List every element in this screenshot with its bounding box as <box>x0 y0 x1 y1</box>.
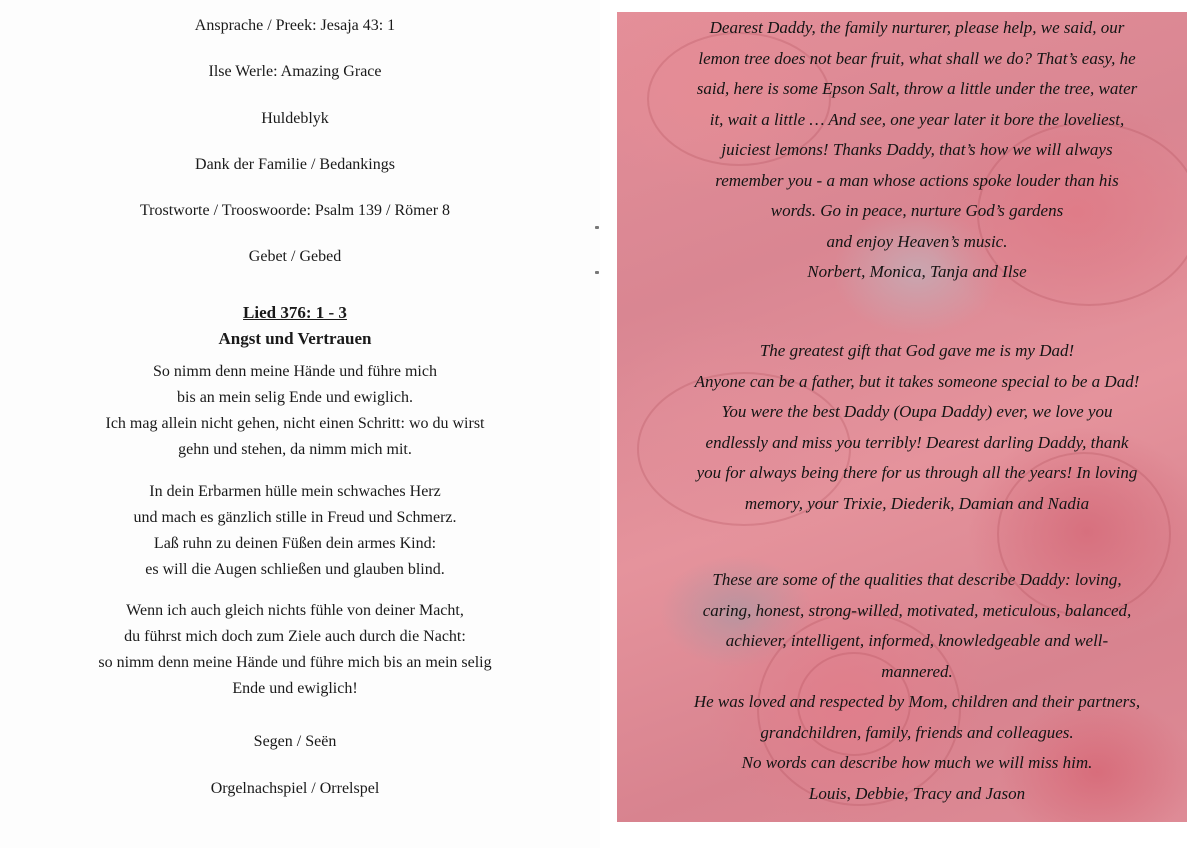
tribute-line: The greatest gift that God gave me is my Dad! <box>759 341 1075 360</box>
tribute-line: said, here is some Epson Salt, throw a little under the tree, water <box>696 79 1138 98</box>
stanza-line: In dein Erbarmen hülle mein schwaches Herz <box>149 483 441 500</box>
order-item: Gebet / Gebed <box>248 248 342 265</box>
hymn-title: Angst und Vertrauen <box>218 329 372 348</box>
hymn-stanza-1 <box>30 359 560 463</box>
tribute-line: grandchildren, family, friends and colleagues. <box>760 722 1074 742</box>
rose-background-image <box>617 12 1187 822</box>
tribute-signature: Norbert, Monica, Tanja and Ilse <box>807 262 1027 281</box>
tribute-line: remember you - a man whose actions spoke louder than his <box>715 170 1119 190</box>
stanza-line: und mach es gänzlich stille in Freud und Schmerz. <box>133 509 457 526</box>
stanza-line: bis an mein selig Ende und ewiglich. <box>177 389 413 406</box>
stanza-line: gehn und stehen, da nimm mich mit. <box>178 441 412 458</box>
tribute-line: No words can describe how much we will miss him. <box>741 753 1093 772</box>
tribute-line: words. Go in peace, nurture God’s gardens <box>770 201 1064 220</box>
order-item: Trostworte / Trooswoorde: Psalm 139 / Römer 8 <box>139 202 451 219</box>
tribute-signature: memory, your Trixie, Diederik, Damian and Nadia <box>744 493 1090 513</box>
hymn-stanza-2 <box>30 479 560 583</box>
order-item: Huldeblyk <box>261 110 329 127</box>
stanza-line: Ich mag allein nicht gehen, nicht einen Schritt: wo du wirst <box>105 415 485 432</box>
tribute-line: mannered. <box>881 661 953 681</box>
scan-mark <box>595 226 599 229</box>
tribute-line: juiciest lemons! Thanks Daddy, that’s how we will always <box>721 140 1113 159</box>
tribute-line: endlessly and miss you terribly! Dearest darling Daddy, thank <box>705 432 1129 452</box>
tribute-louis-debbie-tracy-jason <box>647 565 1187 809</box>
order-item: Ilse Werle: Amazing Grace <box>208 63 382 80</box>
closing-item: Segen / Seën <box>253 733 337 750</box>
tribute-line: These are some of the qualities that describe Daddy: loving, <box>712 570 1122 589</box>
tribute-line: it, wait a little … And see, one year later it bore the loveliest, <box>709 109 1125 129</box>
stanza-line: Wenn ich auch gleich nichts fühle von deiner Macht, <box>126 602 464 619</box>
order-item: Ansprache / Preek: Jesaja 43: 1 <box>194 17 396 34</box>
hymn-stanza-3 <box>30 598 560 702</box>
stanza-line: Laß ruhn zu deinen Füßen dein armes Kind: <box>153 535 437 552</box>
tribute-line: achiever, intelligent, informed, knowledgeable and well- <box>725 631 1109 650</box>
stanza-line: Ende und ewiglich! <box>232 680 358 697</box>
scan-mark <box>595 271 599 274</box>
tribute-line: and enjoy Heaven’s music. <box>826 231 1008 251</box>
tribute-line: Dearest Daddy, the family nurturer, please help, we said, our <box>709 18 1125 37</box>
tribute-line: lemon tree does not bear fruit, what shall we do? That’s easy, he <box>698 48 1136 68</box>
tribute-line: you for always being there for us through all the years! In loving <box>696 463 1138 482</box>
stanza-line: es will die Augen schließen und glauben blind. <box>145 561 445 578</box>
order-item: Dank der Familie / Bedankings <box>195 156 395 173</box>
tribute-norbert-monica-tanja-ilse <box>647 13 1187 288</box>
tribute-line: caring, honest, strong-willed, motivated, meticulous, balanced, <box>702 600 1132 620</box>
hymn-heading <box>30 300 560 352</box>
closing-item: Orgelnachspiel / Orrelspel <box>210 780 380 797</box>
tribute-line: Anyone can be a father, but it takes someone special to be a Dad! <box>694 371 1140 391</box>
stanza-line: So nimm denn meine Hände und führe mich <box>153 363 437 380</box>
right-page <box>600 0 1200 848</box>
tribute-trixie-diederik-damian-nadia <box>647 336 1187 519</box>
hymn-number: Lied 376: 1 - 3 <box>243 303 347 322</box>
tribute-line: He was loved and respected by Mom, children and their partners, <box>693 692 1141 711</box>
tribute-signature: Louis, Debbie, Tracy and Jason <box>808 783 1026 803</box>
stanza-line: du führst mich doch zum Ziele auch durch die Nacht: <box>124 628 466 645</box>
stanza-line: so nimm denn meine Hände und führe mich bis an mein selig <box>98 654 492 671</box>
tribute-line: You were the best Daddy (Oupa Daddy) ever, we love you <box>721 402 1113 421</box>
